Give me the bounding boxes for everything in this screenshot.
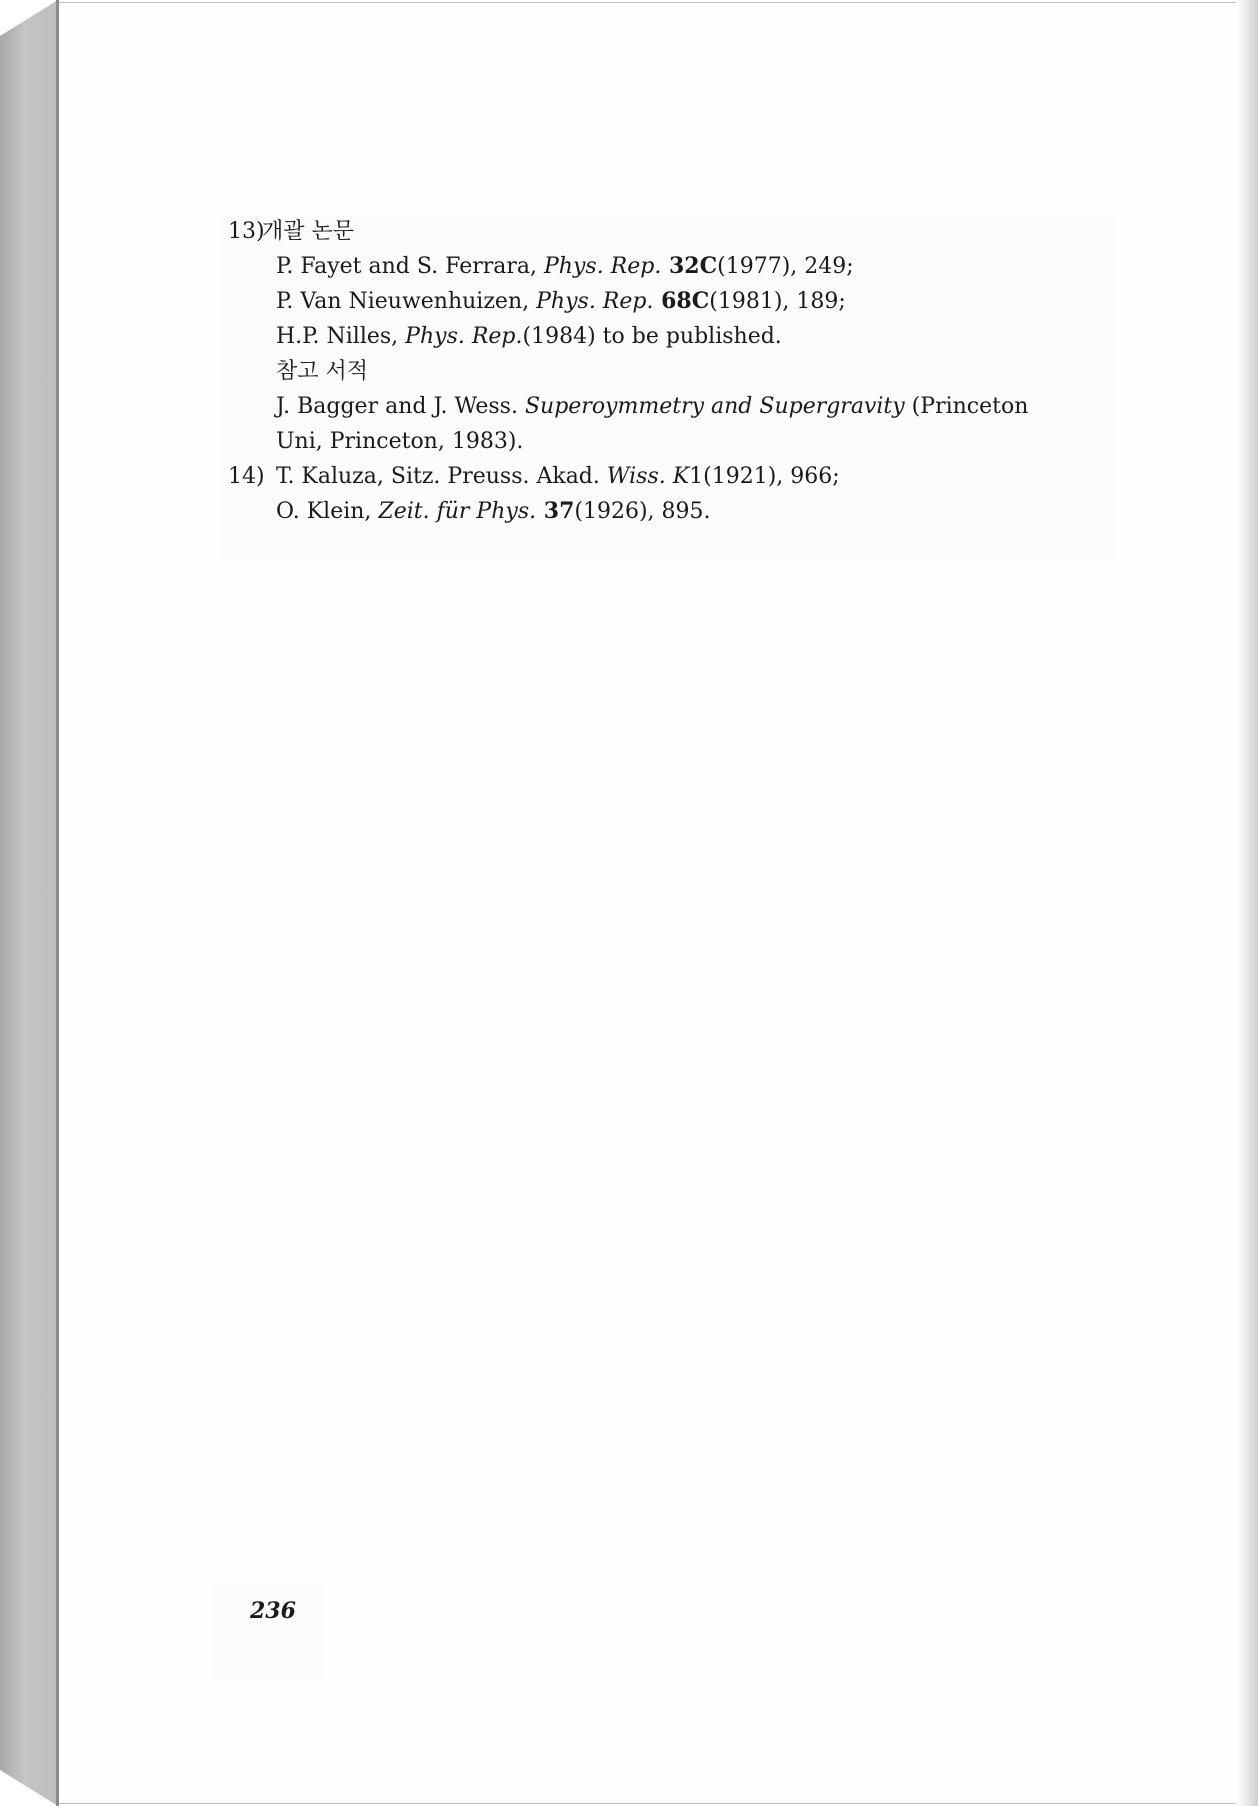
reference-13-heading-line (218, 214, 1118, 249)
reference-entry (218, 249, 1118, 284)
reference-subheading-line (218, 354, 1118, 389)
references-block (218, 214, 1118, 564)
reference-details: 1(1921), 966; (689, 464, 840, 489)
reference-journal: Wiss. K (606, 464, 690, 489)
reference-14-line (218, 459, 1118, 494)
page-number-area (210, 1578, 322, 1682)
reference-journal: Phys. Rep. (544, 254, 662, 279)
reference-authors: H.P. Nilles, (276, 324, 406, 349)
reference-journal: Phys. Rep. (536, 289, 654, 314)
reference-details: (Princeton (904, 394, 1029, 419)
reference-subheading: 참고 서적 (276, 359, 369, 384)
reference-book-title: Superoymmetry and Supergravity (524, 394, 905, 419)
reference-entry-continuation (218, 424, 1118, 459)
reference-number: 13) (228, 219, 265, 244)
reference-authors: T. Kaluza, Sitz. Preuss. Akad. (276, 464, 607, 489)
reference-volume: 32C (661, 253, 718, 279)
reference-authors: O. Klein, (276, 499, 379, 524)
reference-heading: 개괄 논문 (262, 219, 355, 244)
reference-entry (218, 389, 1118, 424)
reference-journal: Phys. Rep. (405, 324, 523, 349)
reference-details: (1984) to be published. (522, 324, 782, 349)
reference-entry (218, 319, 1118, 354)
page-number: 236 (250, 1598, 296, 1624)
reference-entry (218, 494, 1118, 529)
reference-details: (1926), 895. (574, 499, 711, 524)
reference-details: (1981), 189; (709, 289, 846, 314)
book-spine (0, 0, 60, 1806)
page-edge-shadow (1236, 0, 1258, 1806)
reference-volume: 68C (653, 288, 710, 314)
reference-details: Uni, Princeton, 1983). (276, 429, 524, 454)
reference-number: 14) (228, 464, 265, 489)
reference-volume: 37 (536, 498, 575, 524)
reference-details: (1977), 249; (717, 254, 854, 279)
reference-journal: Zeit. für Phys. (378, 499, 537, 524)
reference-authors: J. Bagger and J. Wess. (276, 394, 525, 419)
reference-authors: P. Fayet and S. Ferrara, (276, 254, 544, 279)
reference-entry (218, 284, 1118, 319)
reference-authors: P. Van Nieuwenhuizen, (276, 289, 537, 314)
